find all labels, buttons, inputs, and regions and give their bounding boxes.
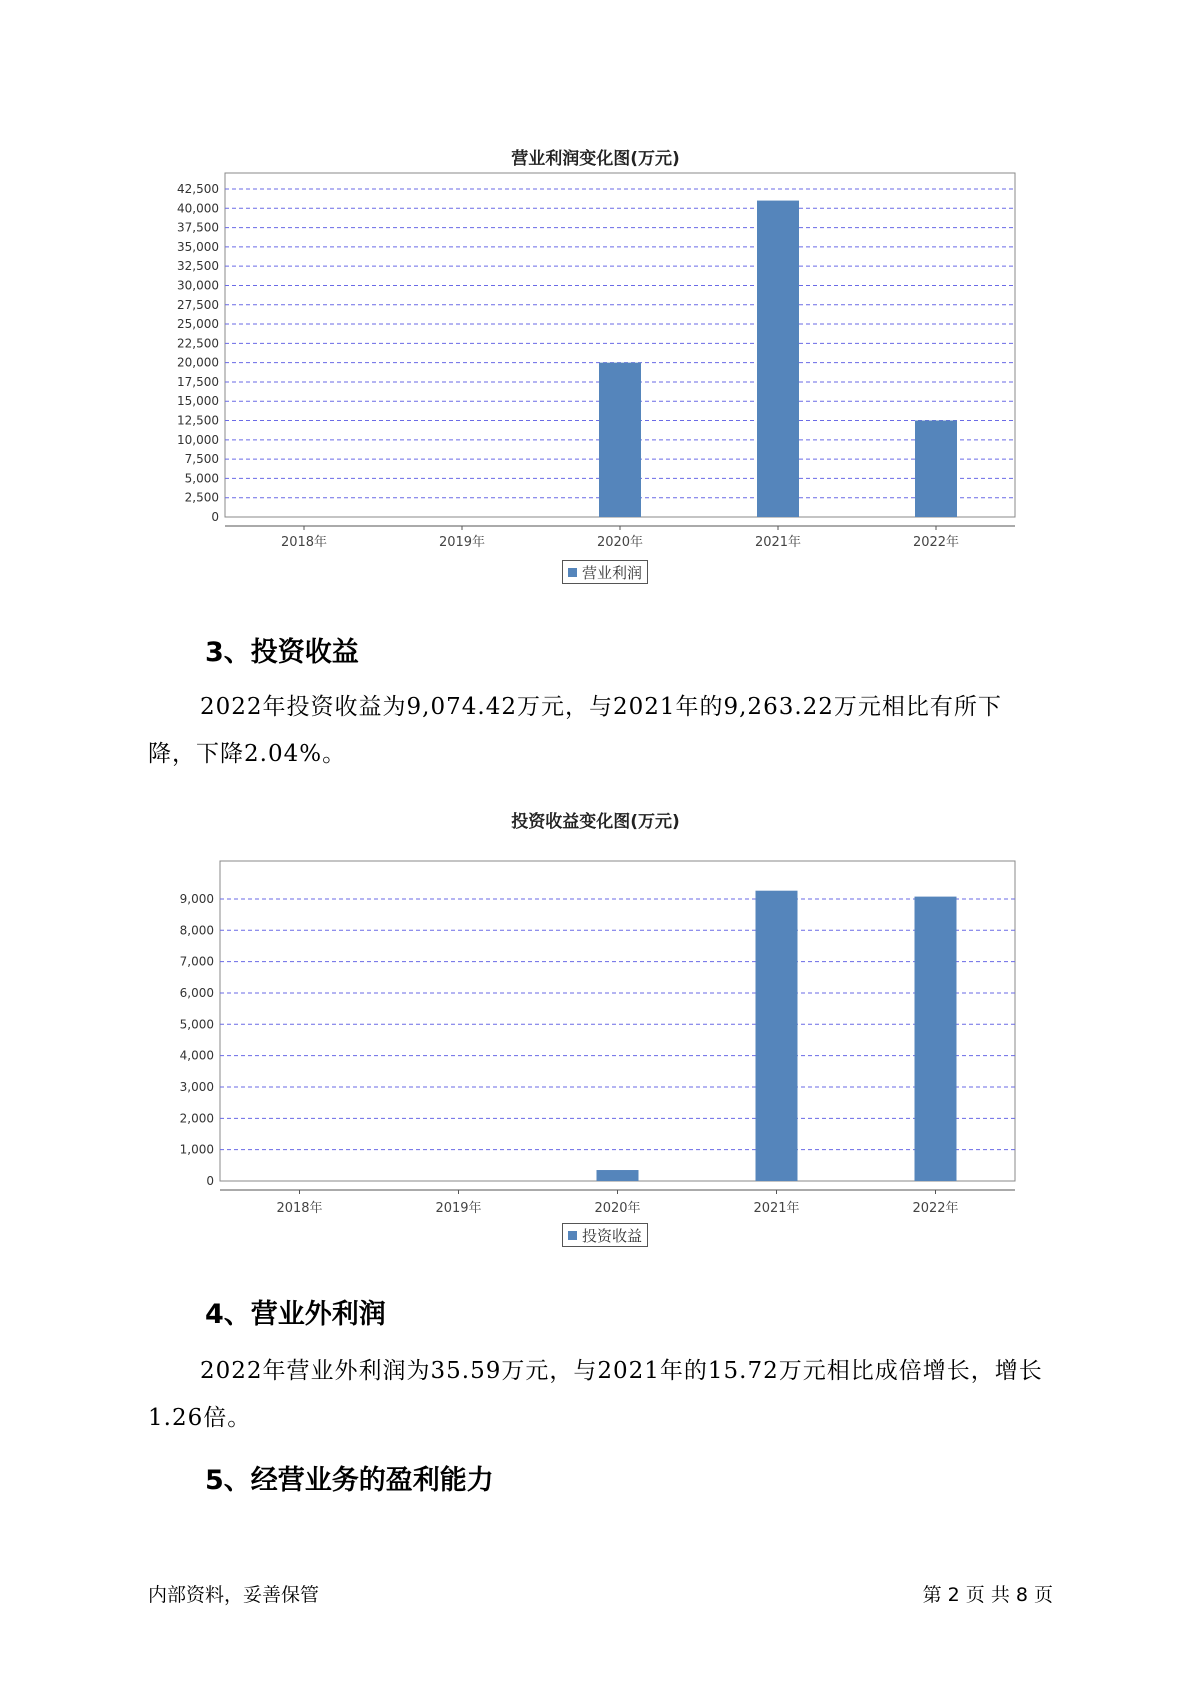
y-tick-label: 5,000	[184, 471, 219, 486]
y-tick-label: 35,000	[177, 239, 219, 254]
y-tick-label: 0	[211, 510, 219, 524]
y-tick-label: 2,000	[179, 1111, 214, 1126]
investment-income-chart	[0, 830, 1191, 1216]
chart1-title: 营业利润变化图(万元)	[511, 149, 680, 169]
x-tick-label: 2018年	[280, 535, 328, 550]
y-tick-label: 25,000	[177, 317, 219, 332]
y-tick-label: 7,500	[184, 452, 219, 467]
section3-paragraph	[148, 684, 1048, 778]
y-tick-label: 37,500	[177, 220, 219, 235]
legend-swatch	[568, 1231, 577, 1240]
y-tick-label: 9,000	[179, 891, 214, 906]
y-tick-label: 5,000	[179, 1017, 214, 1032]
y-tick-label: 10,000	[177, 432, 219, 447]
y-tick-label: 22,500	[177, 336, 219, 351]
y-tick-label: 3,000	[179, 1079, 214, 1094]
footer-confidential: 内部资料，妥善保管	[148, 1584, 320, 1606]
y-tick-label: 2,500	[184, 490, 219, 505]
plot-area	[220, 861, 1015, 1181]
y-tick-label: 7,000	[179, 954, 214, 969]
y-tick-label: 32,500	[177, 259, 219, 274]
chart2-legend-label: 投资收益	[582, 1226, 643, 1245]
x-tick-label: 2019年	[435, 1201, 482, 1216]
bar-2021年	[756, 891, 798, 1181]
y-tick-label: 27,500	[177, 297, 219, 312]
bar-2022年	[915, 421, 957, 517]
y-tick-label: 42,500	[177, 182, 219, 196]
y-tick-label: 15,000	[177, 394, 219, 409]
bar-2021年	[757, 201, 799, 517]
y-tick-label: 4,000	[179, 1048, 214, 1063]
x-tick-label: 2019年	[438, 535, 486, 550]
section3-heading: 3、投资收益	[205, 637, 359, 668]
x-tick-label: 2022年	[912, 535, 960, 550]
y-tick-label: 40,000	[177, 201, 219, 216]
y-tick-label: 17,500	[177, 374, 219, 389]
y-tick-label: 20,000	[177, 355, 219, 370]
section4-text: 2022年营业外利润为35.59万元，与2021年的15.72万元相比成倍增长，增长1.26倍。	[148, 1358, 1043, 1431]
y-tick-label: 6,000	[179, 985, 214, 1000]
operating-profit-chart	[0, 160, 1191, 550]
section4-paragraph	[148, 1348, 1048, 1442]
footer-page-number: 第 2 页 共 8 页	[922, 1584, 1053, 1606]
section4-heading: 4、营业外利润	[205, 1299, 386, 1330]
x-tick-label: 2021年	[754, 535, 802, 550]
y-tick-label: 12,500	[177, 413, 219, 428]
x-tick-label: 2018年	[276, 1201, 323, 1216]
chart1-legend-label: 营业利润	[582, 563, 643, 582]
y-tick-label: 1,000	[179, 1142, 214, 1157]
section3-text: 2022年投资收益为9,074.42万元，与2021年的9,263.22万元相比有所下降，下降2.04%。	[148, 694, 1002, 767]
section5-heading: 5、经营业务的盈利能力	[205, 1465, 494, 1496]
chart1-legend	[562, 560, 648, 584]
chart2-title: 投资收益变化图(万元)	[511, 812, 680, 832]
bar-2020年	[599, 363, 641, 517]
x-tick-label: 2020年	[596, 535, 644, 550]
bar-2022年	[915, 897, 957, 1181]
chart2-legend	[562, 1223, 648, 1247]
bar-2020年	[597, 1170, 639, 1181]
x-tick-label: 2020年	[594, 1201, 641, 1216]
y-tick-label: 8,000	[179, 923, 214, 938]
y-tick-label: 30,000	[177, 278, 219, 293]
x-tick-label: 2021年	[753, 1201, 800, 1216]
x-tick-label: 2022年	[912, 1201, 959, 1216]
legend-swatch	[568, 568, 577, 577]
y-tick-label: 0	[206, 1174, 214, 1188]
